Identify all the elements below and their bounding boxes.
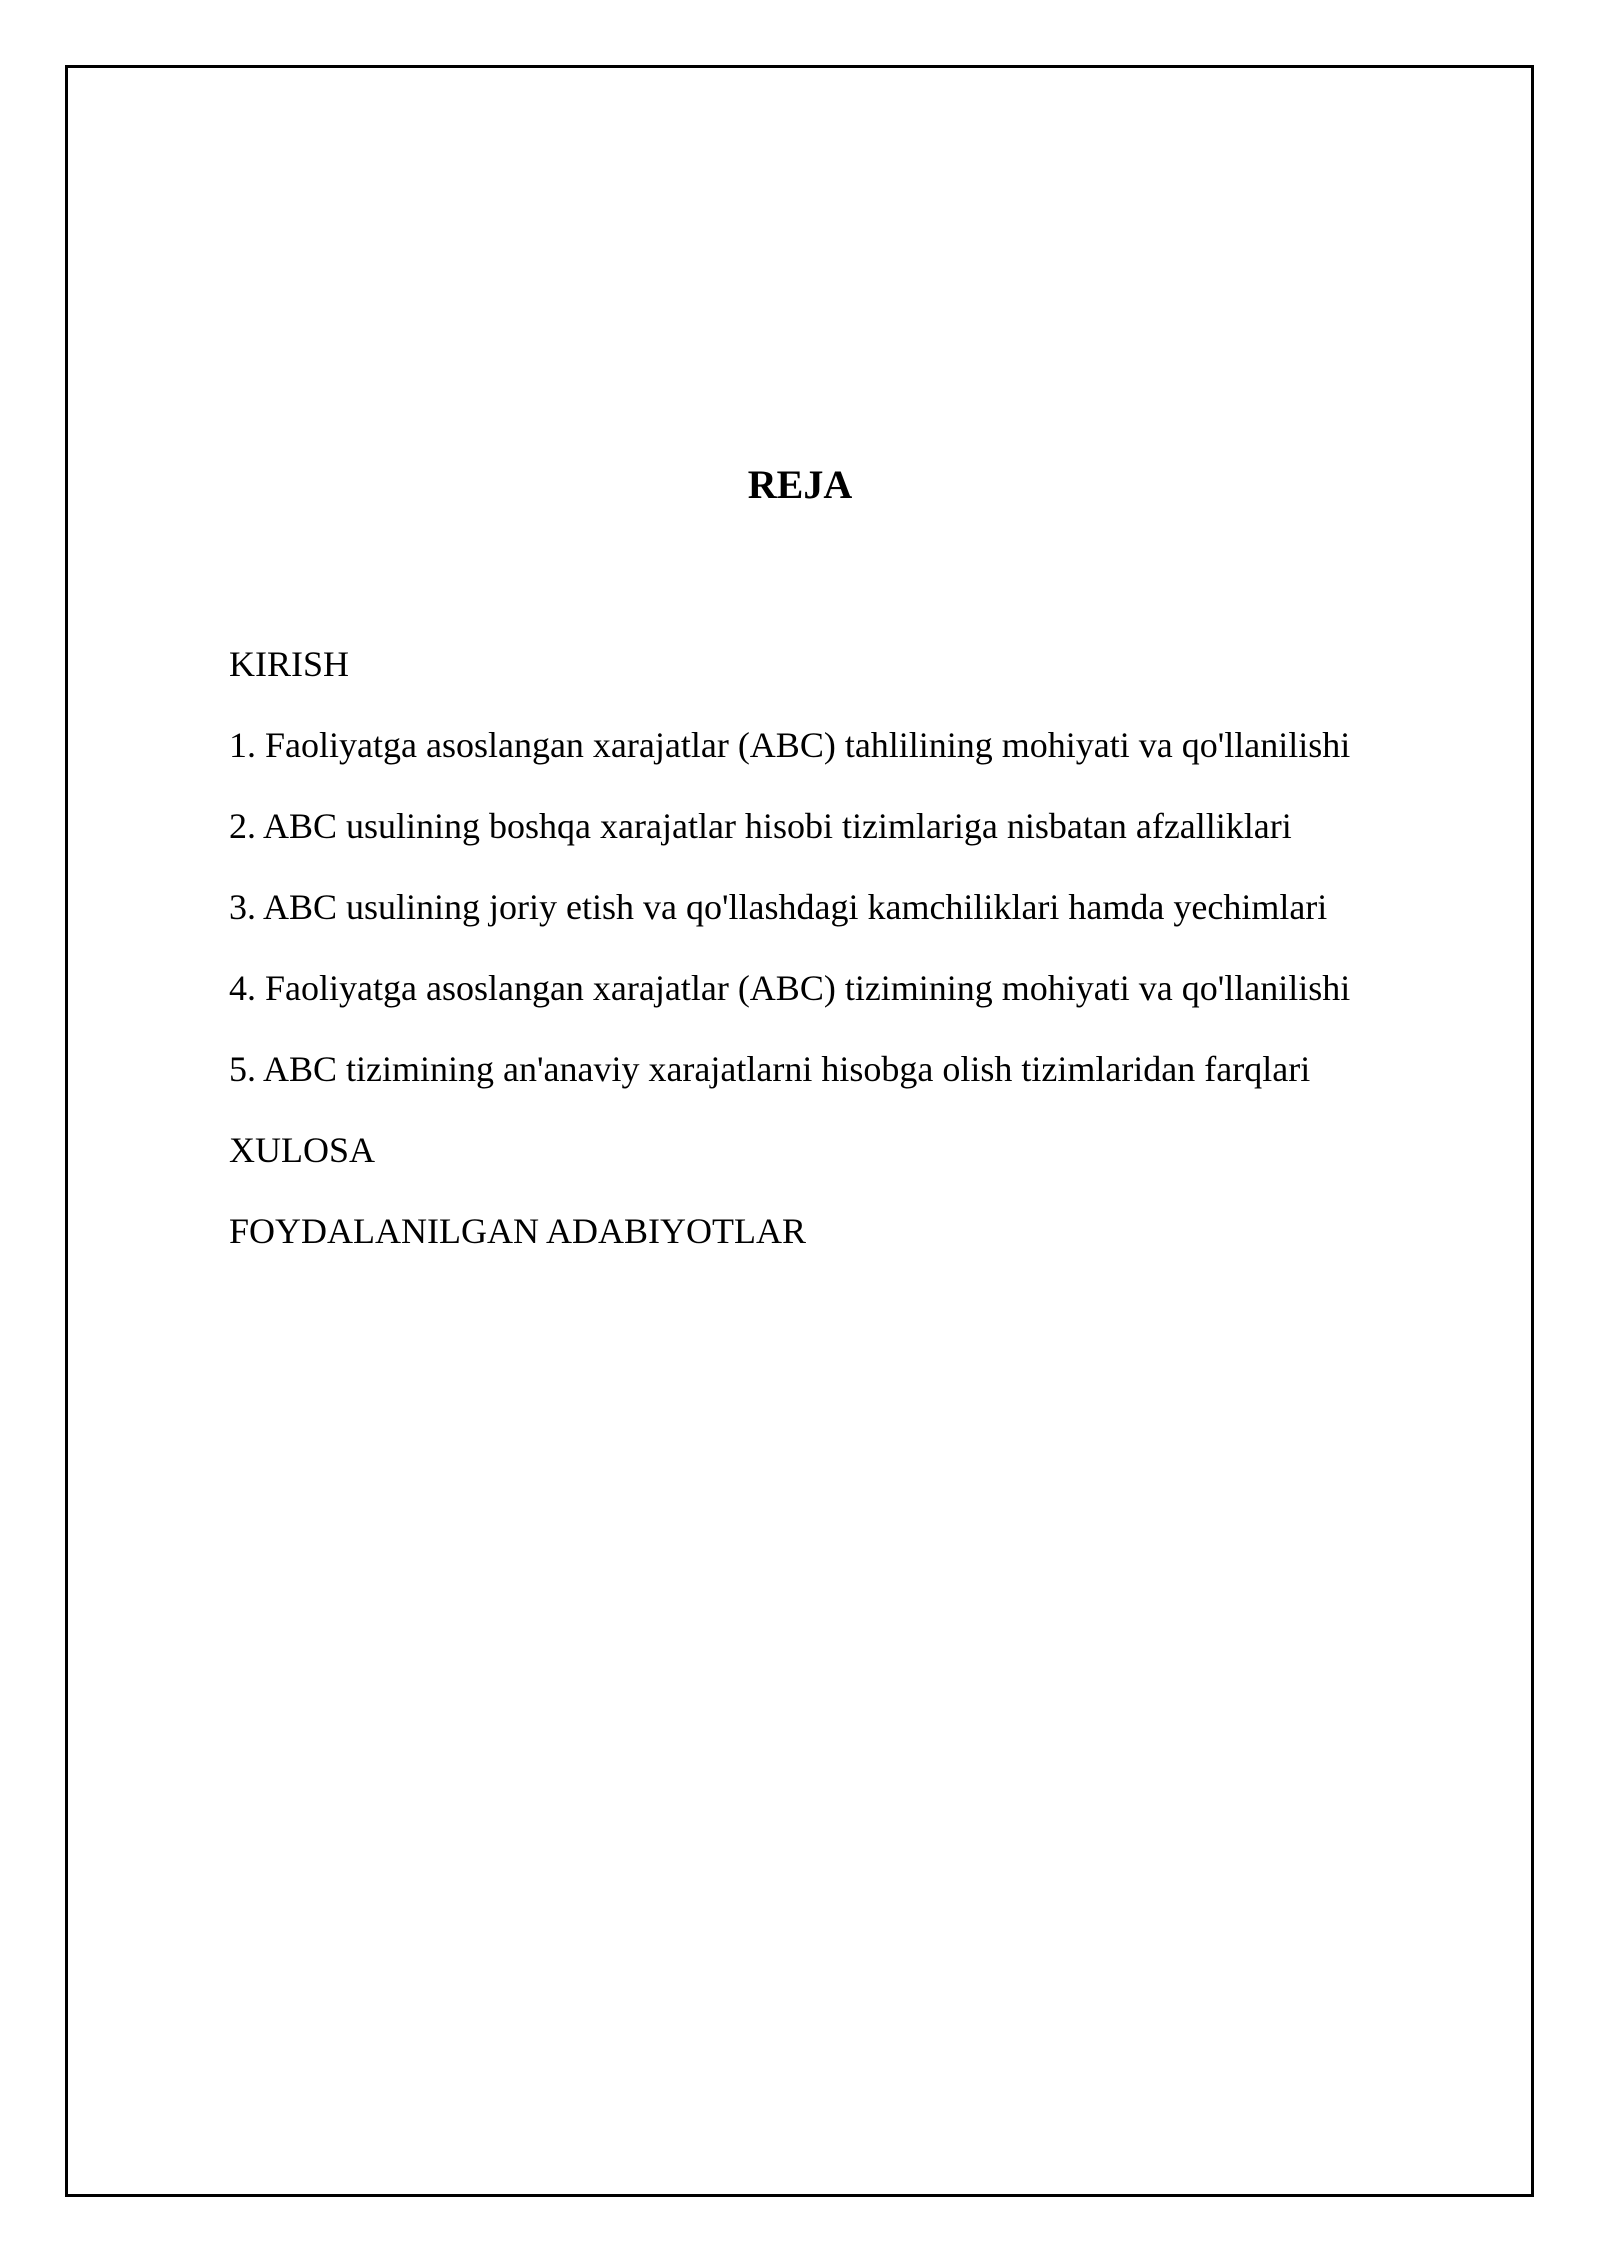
plan-list (229, 642, 1350, 1290)
plan-item-5: 5. ABC tizimining an'anaviy xarajatlarni hisobga olish tizimlaridan farqlari (229, 1049, 1311, 1089)
page-title: REJA (747, 462, 853, 507)
plan-item-conclusion: XULOSA (229, 1130, 376, 1170)
plan-item-3: 3. ABC usulining joriy etish va qo'llashdagi kamchiliklari hamda yechimlari (229, 887, 1328, 927)
plan-item-4: 4. Faoliyatga asoslangan xarajatlar (ABC) tizimining mohiyati va qo'llanilishi (229, 968, 1351, 1008)
plan-item-references: FOYDALANILGAN ADABIYOTLAR (229, 1211, 806, 1251)
plan-item-1: 1. Faoliyatga asoslangan xarajatlar (ABC) tahlilining mohiyati va qo'llanilishi (229, 725, 1351, 765)
plan-item-2: 2. ABC usulining boshqa xarajatlar hisobi tizimlariga nisbatan afzalliklari (229, 806, 1292, 846)
plan-item-intro: KIRISH (229, 644, 350, 684)
